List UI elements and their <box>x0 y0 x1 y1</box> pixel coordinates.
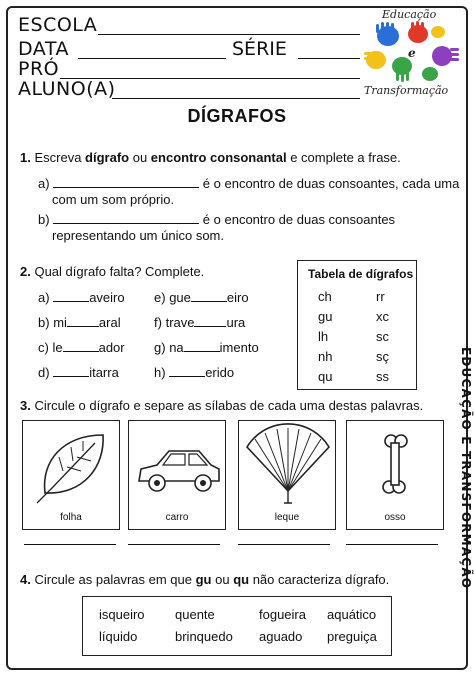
q2-b-label: b) <box>38 315 50 330</box>
school-label: ESCOLA <box>18 14 98 36</box>
q2-item-e <box>154 290 249 306</box>
digraph-cell: qu <box>318 369 333 384</box>
q1-text-b: ou <box>129 150 151 165</box>
image-card-folha <box>22 420 120 530</box>
q2-a-label: a) <box>38 290 50 305</box>
q2-a-blank[interactable] <box>53 290 89 302</box>
q2-b-pre: mi <box>53 315 67 330</box>
q1-a-blank[interactable] <box>53 176 199 188</box>
q3-prompt <box>20 398 423 414</box>
word-item[interactable]: brinquedo <box>175 629 233 644</box>
q2-text: Qual dígrafo falta? Complete. <box>34 264 205 279</box>
q2-e-blank[interactable] <box>191 290 227 302</box>
date-label: DATA <box>18 38 69 60</box>
word-item[interactable]: líquido <box>99 629 138 644</box>
q1-prompt <box>20 150 401 166</box>
grade-label: SÉRIE <box>232 38 287 60</box>
word-item[interactable]: quente <box>175 607 215 622</box>
q2-c-post: ador <box>98 340 125 355</box>
q1-bold-digrafo: dígrafo <box>85 150 130 165</box>
q2-f-pre: trave <box>165 315 195 330</box>
q2-f-post: ura <box>226 315 246 330</box>
q3-text: Circule o dígrafo e separe as sílabas de cada uma destas palavras. <box>34 398 424 413</box>
q1-a-text-1: é o encontro de duas consoantes, cada uma <box>199 176 460 191</box>
side-watermark-text: EDUCAÇÃO E TRANSFORMAÇÃO <box>459 347 473 590</box>
q1-text-c: e complete a frase. <box>286 150 401 165</box>
logo-text-bottom: Transformação <box>364 84 449 97</box>
date-line[interactable] <box>78 58 226 59</box>
school-line[interactable] <box>98 34 360 35</box>
q2-f-blank[interactable] <box>194 315 226 327</box>
q2-g-post: imento <box>219 340 259 355</box>
digraph-cell: ss <box>376 369 389 384</box>
q1-item-a <box>38 176 459 192</box>
q2-item-b <box>38 315 121 331</box>
logo-text-middle: e <box>408 46 416 60</box>
q2-b-blank[interactable] <box>67 315 99 327</box>
q2-item-c <box>38 340 125 356</box>
image-label-osso: osso <box>384 512 406 523</box>
q2-prompt <box>20 264 204 280</box>
q2-h-blank[interactable] <box>169 365 205 377</box>
word-item[interactable]: aquático <box>327 607 377 622</box>
q1-number: 1. <box>20 150 31 165</box>
q2-g-pre: na <box>169 340 184 355</box>
digraph-table-title: Tabela de dígrafos <box>308 267 414 281</box>
digraph-cell: sc <box>376 329 389 344</box>
q1-b-label: b) <box>38 212 50 227</box>
logo-text-top: Educação <box>382 8 437 21</box>
q4-text-a: Circule as palavras em que <box>34 572 196 587</box>
image-label-carro: carro <box>165 512 189 523</box>
image-card-carro <box>128 420 226 530</box>
q1-a-text-2: com um som próprio. <box>52 192 175 207</box>
digraph-cell: xc <box>376 309 389 324</box>
q2-f-label: f) <box>154 315 162 330</box>
grade-line[interactable] <box>298 58 360 59</box>
q1-b-text-1: é o encontro de duas consoantes <box>199 212 396 227</box>
q2-item-d <box>38 365 119 381</box>
digraph-table <box>297 260 417 390</box>
q2-number: 2. <box>20 264 31 279</box>
digraph-cell: gu <box>318 309 333 324</box>
q2-c-pre: le <box>52 340 63 355</box>
q4-text-b: ou <box>211 572 234 587</box>
word-box <box>82 596 392 656</box>
q1-bold-encontro: encontro consonantal <box>150 150 287 165</box>
q2-b-post: aral <box>98 315 121 330</box>
side-watermark <box>448 347 473 657</box>
leaf-icon <box>23 421 121 511</box>
q4-prompt <box>20 572 389 588</box>
q2-d-post: itarra <box>89 365 119 380</box>
q1-a-label: a) <box>38 176 50 191</box>
teacher-label: PRÓ <box>18 58 60 80</box>
q2-d-label: d) <box>38 365 50 380</box>
q2-h-label: h) <box>154 365 166 380</box>
word-item[interactable]: preguiça <box>327 629 377 644</box>
fan-icon <box>239 421 337 511</box>
digraph-cell: sç <box>376 349 389 364</box>
logo <box>362 8 462 100</box>
digraph-cell: lh <box>318 329 329 344</box>
image-card-leque <box>238 420 336 530</box>
bone-icon <box>347 421 445 511</box>
q2-e-pre: gue <box>169 290 191 305</box>
q2-item-f <box>154 315 245 331</box>
word-item[interactable]: aguado <box>259 629 303 644</box>
image-card-osso <box>346 420 444 530</box>
q2-g-blank[interactable] <box>184 340 220 352</box>
answer-line-osso[interactable] <box>346 544 438 545</box>
q1-b-text-2: representando um único som. <box>52 228 224 243</box>
q2-d-blank[interactable] <box>53 365 89 377</box>
q2-item-a <box>38 290 125 306</box>
word-item[interactable]: isqueiro <box>99 607 145 622</box>
q2-c-label: c) <box>38 340 49 355</box>
q1-b-blank[interactable] <box>53 212 199 224</box>
q2-item-h <box>154 365 234 381</box>
student-label: ALUNO(A) <box>18 78 116 100</box>
word-item[interactable]: fogueira <box>259 607 306 622</box>
q2-g-label: g) <box>154 340 166 355</box>
image-label-leque: leque <box>274 512 300 523</box>
q2-item-g <box>154 340 259 356</box>
student-line[interactable] <box>112 98 360 99</box>
answer-line-folha[interactable] <box>24 544 116 545</box>
q1-item-b <box>38 212 395 228</box>
q4-bold-qu: qu <box>233 572 250 587</box>
q1-text-a: Escreva <box>34 150 86 165</box>
answer-line-carro[interactable] <box>128 544 220 545</box>
digraph-cell: ch <box>318 289 332 304</box>
digraph-cell: nh <box>318 349 333 364</box>
q2-c-blank[interactable] <box>63 340 99 352</box>
q2-e-post: eiro <box>226 290 249 305</box>
page-title: DÍGRAFOS <box>187 106 287 126</box>
q2-a-post: aveiro <box>89 290 125 305</box>
digraph-cell: rr <box>376 289 385 304</box>
image-label-folha: folha <box>60 512 82 523</box>
answer-line-leque[interactable] <box>238 544 330 545</box>
q2-h-post: erido <box>205 365 235 380</box>
q4-bold-gu: gu <box>195 572 212 587</box>
q2-e-label: e) <box>154 290 166 305</box>
q3-number: 3. <box>20 398 31 413</box>
car-icon <box>129 421 227 511</box>
q4-number: 4. <box>20 572 31 587</box>
q4-text-c: não caracteriza dígrafo. <box>249 572 390 587</box>
